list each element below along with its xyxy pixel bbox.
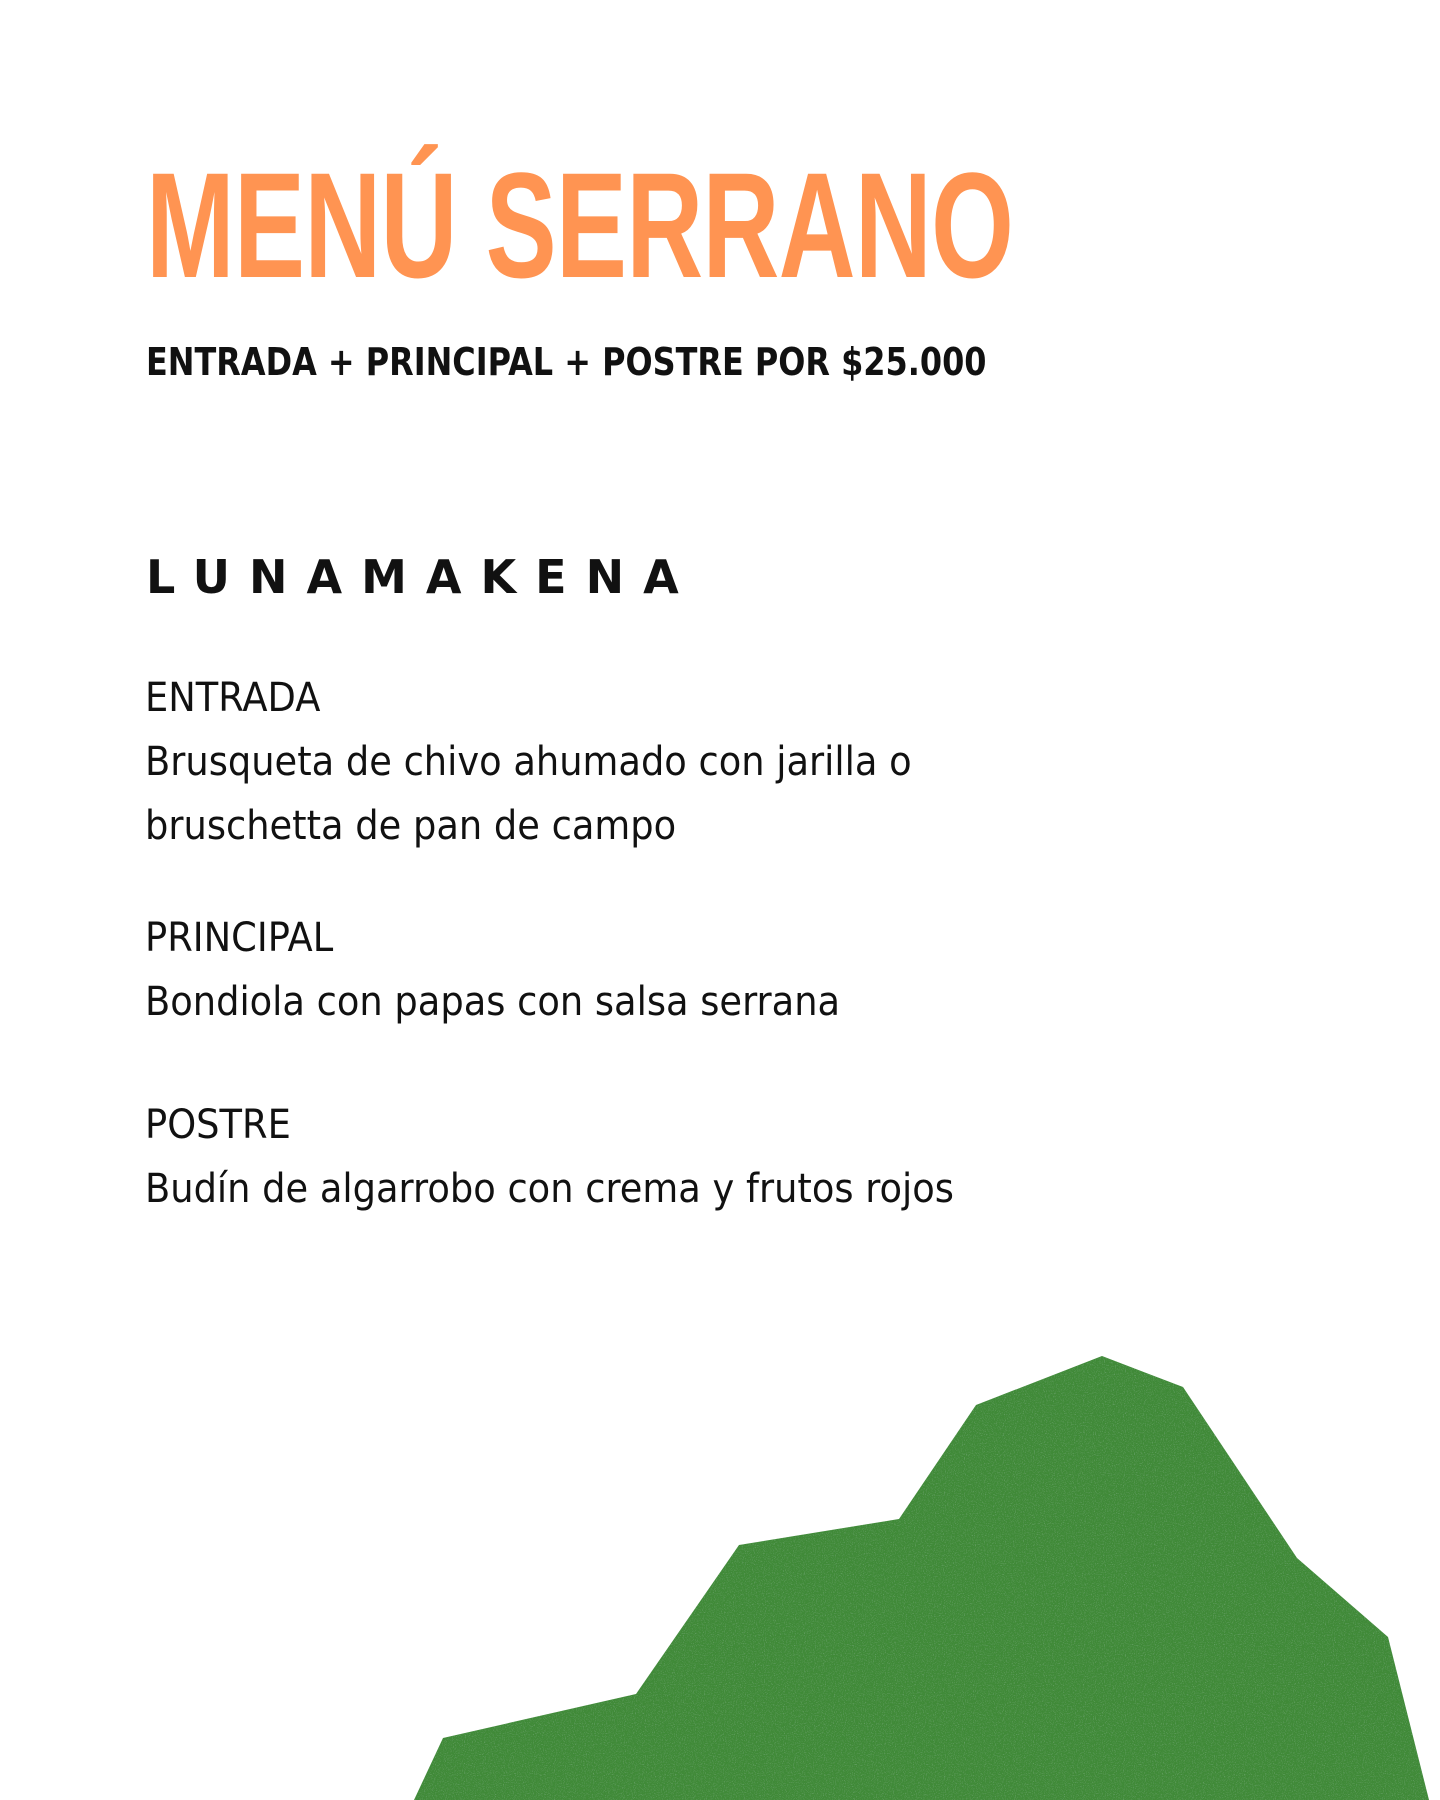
course-description-line: Bondiola con papas con salsa serrana	[145, 979, 841, 1025]
course-description-line: bruschetta de pan de campo	[145, 803, 677, 849]
menu-title: MENÚ SERRANO	[146, 141, 1014, 309]
course-description-line: Budín de algarrobo con crema y frutos rojos	[145, 1166, 954, 1212]
course-label: ENTRADA	[145, 675, 321, 721]
restaurant-name: LUNAMAKENA	[146, 550, 698, 604]
mountain-shape	[414, 1356, 1429, 1800]
course-label: PRINCIPAL	[145, 915, 334, 961]
menu-subtitle: ENTRADA + PRINCIPAL + POSTRE POR $25.000	[146, 340, 987, 384]
course-label: POSTRE	[145, 1102, 291, 1148]
course-description-line: Brusqueta de chivo ahumado con jarilla o	[145, 739, 912, 785]
